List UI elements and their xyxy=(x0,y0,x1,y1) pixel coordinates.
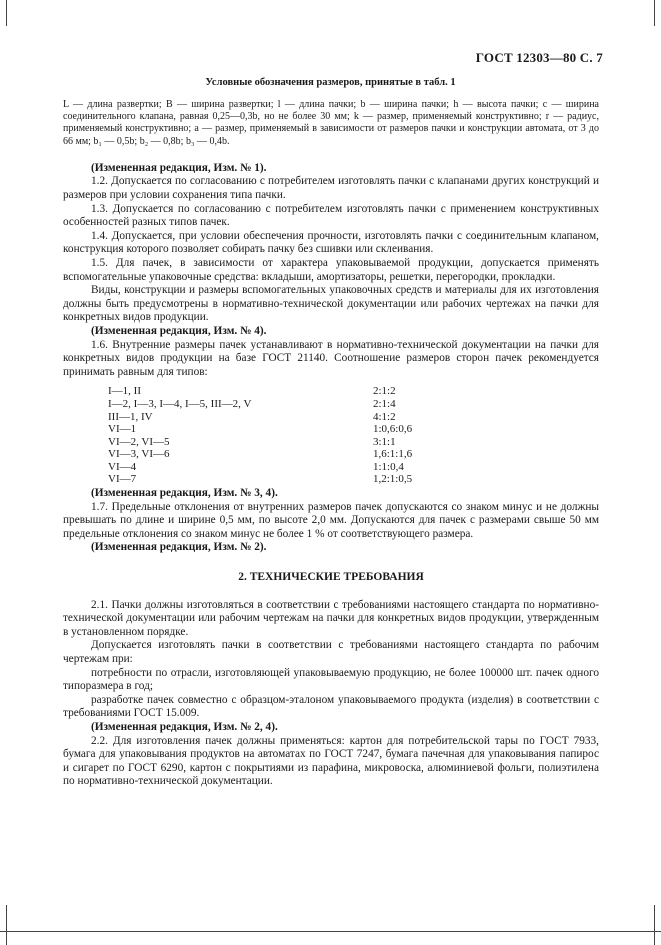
crop-mark-bottom-left-v xyxy=(6,905,7,945)
type-cell: VI—4 xyxy=(108,460,137,473)
ratio-cell: 1,2:1:0,5 xyxy=(373,473,413,486)
type-cell: I—1, II xyxy=(108,385,141,398)
table-row xyxy=(108,436,599,449)
ratio-cell: 1:1:0,4 xyxy=(373,460,404,473)
table-row xyxy=(108,398,599,411)
type-cell: III—1, IV xyxy=(108,410,153,423)
paragraph-2-1-continued: Допускается изготовлять пачки в соответствии с требованиями настоящего стандарта по рабочим чертежам при: xyxy=(63,639,599,665)
ratio-cell: 3:1:1 xyxy=(373,435,396,448)
ratio-table xyxy=(108,385,599,486)
ratio-cell: 1,6:1:1,6 xyxy=(373,448,413,461)
crop-mark-top-left-v xyxy=(6,0,7,26)
paragraph-2-1-item: потребности по отрасли, изготовляющей упаковываемую продукцию, не более 100000 шт. пачек одного типоразмера в год; xyxy=(63,666,599,693)
page-header: ГОСТ 12303—80 С. 7 xyxy=(475,50,603,65)
paragraph-2-1-item: разработке пачек совместно с образцом-эталоном упаковываемого продукта (изделия) в соответствии с требованиями ГОСТ 15.009. xyxy=(63,693,599,720)
edition-note: (Измененная редакция, Изм. № 2, 4). xyxy=(91,720,278,733)
table-row xyxy=(108,385,599,398)
ratio-cell: 2:1:2 xyxy=(373,385,396,398)
table-row xyxy=(108,461,599,474)
table-row xyxy=(108,473,599,486)
ratio-cell: 1:0,6:0,6 xyxy=(373,423,413,436)
table-row xyxy=(108,423,599,436)
crop-mark-top-right-v xyxy=(654,0,655,26)
type-cell: VI—1 xyxy=(108,423,137,436)
ratio-cell: 2:1:4 xyxy=(373,397,396,410)
paragraph-1-3: 1.3. Допускается по согласованию с потребителем изготовлять пачки с применением конструктивных особенностей разных типов пачек. xyxy=(63,202,599,229)
paragraph-2-1: 2.1. Пачки должны изготовляться в соответствии с требованиями настоящего стандарта по нормативно-технической документации или рабочим чертежам на пачки для конкретных видов продукции, утвержденным в установленном порядке. xyxy=(63,598,599,638)
ratio-cell: 4:1:2 xyxy=(373,410,396,423)
paragraph-1-5-continued: Виды, конструкции и размеры вспомогательных упаковочных средств и материалы для их изготовления должны быть предусмотрены в нормативно-технической документации или рабочих чертежах на пачки для конкретных видов продукции. xyxy=(63,284,599,324)
dimension-legend: L — длина развертки; B — ширина развертки; l — длина пачки; b — ширина пачки; h — высота пачки; c — ширина соединительного клапана, равная 0,25—0,3b, но не более 30 мм; k — размер, применяемый конструктивно; r — радиус, применяемый конструктивно; a — размер, применяемый в зависимости от размеров пачки и конструкции автомата, от 3 до 66 мм; b₁ — 0,5b; b₂ — 0,8b; b₃ — 0,4b. xyxy=(63,99,599,147)
paragraph-1-6: 1.6. Внутренние размеры пачек устанавливают в нормативно-технической документации на пачки для конкретных видов продукции на базе ГОСТ 21140. Соотношение размеров сторон пачек рекомендуется принимать равным для типов: xyxy=(63,338,599,378)
paragraph-1-4: 1.4. Допускается, при условии обеспечения прочности, изготовлять пачки с соединительным клапаном, конструкция которого позволяет собирать пачку без сшивки или склеивания. xyxy=(63,229,599,256)
paragraph-2-2: 2.2. Для изготовления пачек должны применяться: картон для потребительской тары по ГОСТ 7933, бумага для упаковывания продуктов на автоматах по ГОСТ 7247, бумага пачечная для упаковывания папирос и сигарет по ГОСТ 6290, картон с покрытиями из парафина, микровоска, алюминиевой фольги, полиэтилена по нормативно-технической документации. xyxy=(63,734,599,788)
crop-mark-bottom-right-v xyxy=(654,905,655,945)
edition-note: (Измененная редакция, Изм. № 2). xyxy=(91,541,267,554)
paragraph-1-5: 1.5. Для пачек, в зависимости от характера упаковываемой продукции, допускается применять вспомогательные упаковочные средства: вкладыши, амортизаторы, решетки, перегородки, прокладки. xyxy=(63,256,599,283)
type-cell: VI—7 xyxy=(108,473,137,486)
crop-mark-bottom-h xyxy=(0,931,661,932)
section-heading: 2. ТЕХНИЧЕСКИЕ ТРЕБОВАНИЯ xyxy=(238,571,424,584)
edition-note: (Измененная редакция, Изм. № 4). xyxy=(91,324,267,337)
paragraph-1-7: 1.7. Предельные отклонения от внутренних размеров пачек допускаются со знаком минус и не должны превышать по длине и ширине 0,5 мм, по высоте 2,0 мм. Допускаются для пачек с размерами свыше 50 мм предельные отклонения со знаком минус не более 1 % от соответствующего размера. xyxy=(63,500,599,540)
legend-caption: Условные обозначения размеров, принятые в табл. 1 xyxy=(205,77,456,88)
paragraph-1-2: 1.2. Допускается по согласованию с потребителем изготовлять пачки с клапанами других конструкций и размеров при условии сохранения типа пачки. xyxy=(63,175,599,201)
table-row xyxy=(108,411,599,424)
document-body xyxy=(63,99,599,789)
table-row xyxy=(108,448,599,461)
type-cell: VI—3, VI—6 xyxy=(108,448,170,461)
edition-note: (Измененная редакция, Изм. № 3, 4). xyxy=(91,487,278,500)
type-cell: VI—2, VI—5 xyxy=(108,435,170,448)
edition-note: (Измененная редакция, Изм. № 1). xyxy=(91,161,267,174)
type-cell: I—2, I—3, I—4, I—5, III—2, V xyxy=(108,397,252,410)
